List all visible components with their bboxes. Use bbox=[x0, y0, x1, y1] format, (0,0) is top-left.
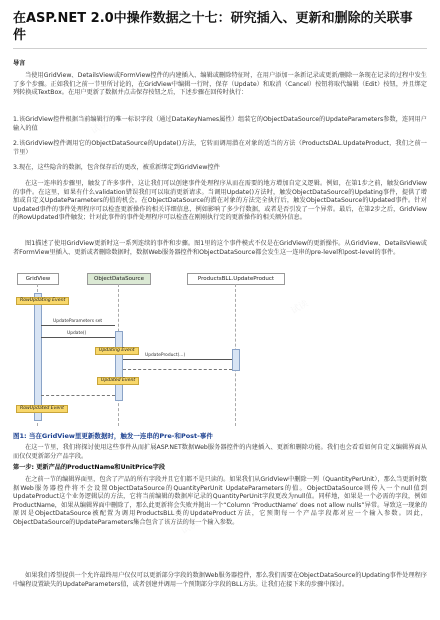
rowupdating-event: RowUpdating Event bbox=[16, 297, 69, 305]
updating-event: Updating Event bbox=[95, 347, 139, 355]
message-updateproduct bbox=[123, 359, 232, 360]
activation-gridview bbox=[34, 293, 42, 421]
event-sequence-diagram bbox=[15, 273, 315, 426]
article-title: 在ASP.NET 2.0中操作数据之十七：研究插入、更新和删除的关联事件 bbox=[13, 11, 413, 43]
message-update-return bbox=[41, 395, 115, 396]
paragraph-4: 在这一节里，我们将探讨使用这些事件从而扩展ASP.NET数据Web服务器控件的内建插入、更新和删除功能。我们也会看看如何自定义编辑界面从而仅仅更新部分产品字段。 bbox=[13, 444, 427, 460]
message-update-call bbox=[41, 337, 115, 338]
message-update-call-label: Update() bbox=[67, 331, 87, 336]
lane-productsbll: ProductsBLL.UpdateProduct bbox=[187, 273, 285, 285]
updated-event: Updated Event bbox=[97, 377, 139, 385]
paragraph-5: 在之前一节的编辑界面里，包含了产品的所有字段并且它们都不是只读的。如果我们从GridView中删除一列（QuantityPerUnit），那么当更新时数据Web服务器控件将不会设置ObjectDataSource的QuantityPerUnit UpdateParameters的值。ObjectDataSource则传入一个null值到UpdateProduct这个业务逻辑层的方法，它将当前编辑的数据库记录的QuantityPerUnit字段更改为null值。同样地，如果是一个必需的字段，例如ProductName，如果从编辑界面中删除了，那么此更新将会失败并抛出一个“Column ‘ProductName’ does not allow nulls”异常。导致这一现象的原因是ObjectDataSource被配置为调用ProductsBLL类的UpdateProduct方法，它预期每一个产品字段都对应一个输入参数。因此，ObjectDataSource的UpdateParameters集合包含了该方法的每一个输入参数。 bbox=[13, 476, 427, 526]
message-update-parameters-label: UpdateParameters set bbox=[53, 319, 103, 324]
paragraph-2: 在这一连串的步骤里，触发了许多事件，这让我们可以创建事件处理程序从而在需要的地方增加自定义逻辑。例如，在第1步之前，触发GridView的事件。在这里，如果有什么validation错误我们可以取消更新请求。当调用Update()方法时，触发ObjectDataSource的Updating事件，提供了增加或自定义UpdateParameters的值的机会。在ObjectDataSource的潜在对象的方法完全执行后，触发ObjectDataSource的Updated事件。针对Updated事件的事件处理程序可以检查更新操作的相关详细信息，例如影响了多少行数据，或者是否引发了一个异常。最后，在第2步之后，GridView的RowUpdated事件触发；针对此事件的事件处理程序可以检查在刚刚执行完的更新操作的相关额外信息。 bbox=[13, 180, 427, 222]
paragraph-1: 当使用GridView、DetailsView或FormView控件的内建插入、编辑或删除特征时，在用户添加一条新记录或更新/删除一条现在记录的过程中发生了多个步骤。正如我们之前一节里所讨论的，在GridView中编辑一行时，保存（Update）和取消（Cancel）按钮将取代编辑（Edit）按钮，并且绑定列转换成TextBox。在用户更新了数据并点击保存按钮之后，下述步骤在回传时执行： bbox=[13, 72, 427, 97]
section-intro-heading: 导言 bbox=[13, 60, 26, 67]
activation-objectdatasource bbox=[115, 331, 123, 401]
lane-objectdatasource: ObjectDataSource bbox=[87, 273, 151, 285]
step-3: 3.现在，这些隐含的数据，包含保存后的更改，被重新绑定到GridView控件 bbox=[13, 164, 220, 171]
step-2: 2.该GridView控件调用它的ObjectDataSource的Update()方法，它转而调用潜在对象的适当的方法（ProductsDAL.UpdateProduct，我们之前一节里） bbox=[13, 140, 427, 156]
activation-productsbll bbox=[232, 349, 240, 371]
title-divider bbox=[13, 48, 427, 49]
lane-gridview: GridView bbox=[17, 273, 59, 285]
message-updateproduct-label: UpdateProduct(...) bbox=[145, 353, 186, 358]
message-update-parameters bbox=[41, 325, 115, 326]
section-step1-heading: 第一步: 更新产品的ProductName和UnitPrice字段 bbox=[13, 464, 166, 471]
step-1: 1.该GridView控件根据当前编辑行的唯一标识字段（通过DataKeyNames属性）组装它的ObjectDataSource的UpdateParameters参数，连同用户输入的值 bbox=[13, 116, 427, 132]
paragraph-3: 图1描述了使用GridView更新时这一系列连续的事件和步骤。图1里的这个事件模式不仅是在GridView的更新操作。从GridView、DetailsView或者FormView里插入、更新或者删除数据时，数据Web服务器控件和ObjectDataSource都会发生这一连串的pre-level和post-level的事件。 bbox=[13, 240, 427, 256]
figure-caption: 图1: 当在GridView里更新数据时，触发一连串的Pre-和Post-事件 bbox=[13, 432, 213, 440]
paragraph-6: 如果我们希望提供一个允许最终用户仅仅可以更新部分字段的数据Web服务器控件，那么我们需要在ObjectDataSource的Updating事件处理程序中编程设置缺失的UpdateParameters值，或者创建并调用一个预期部分字段的BLL方法。让我们在接下来的步骤中探讨。 bbox=[13, 572, 427, 588]
rowupdated-event: RowUpdated Event bbox=[16, 405, 68, 413]
message-updateproduct-return bbox=[123, 369, 232, 370]
